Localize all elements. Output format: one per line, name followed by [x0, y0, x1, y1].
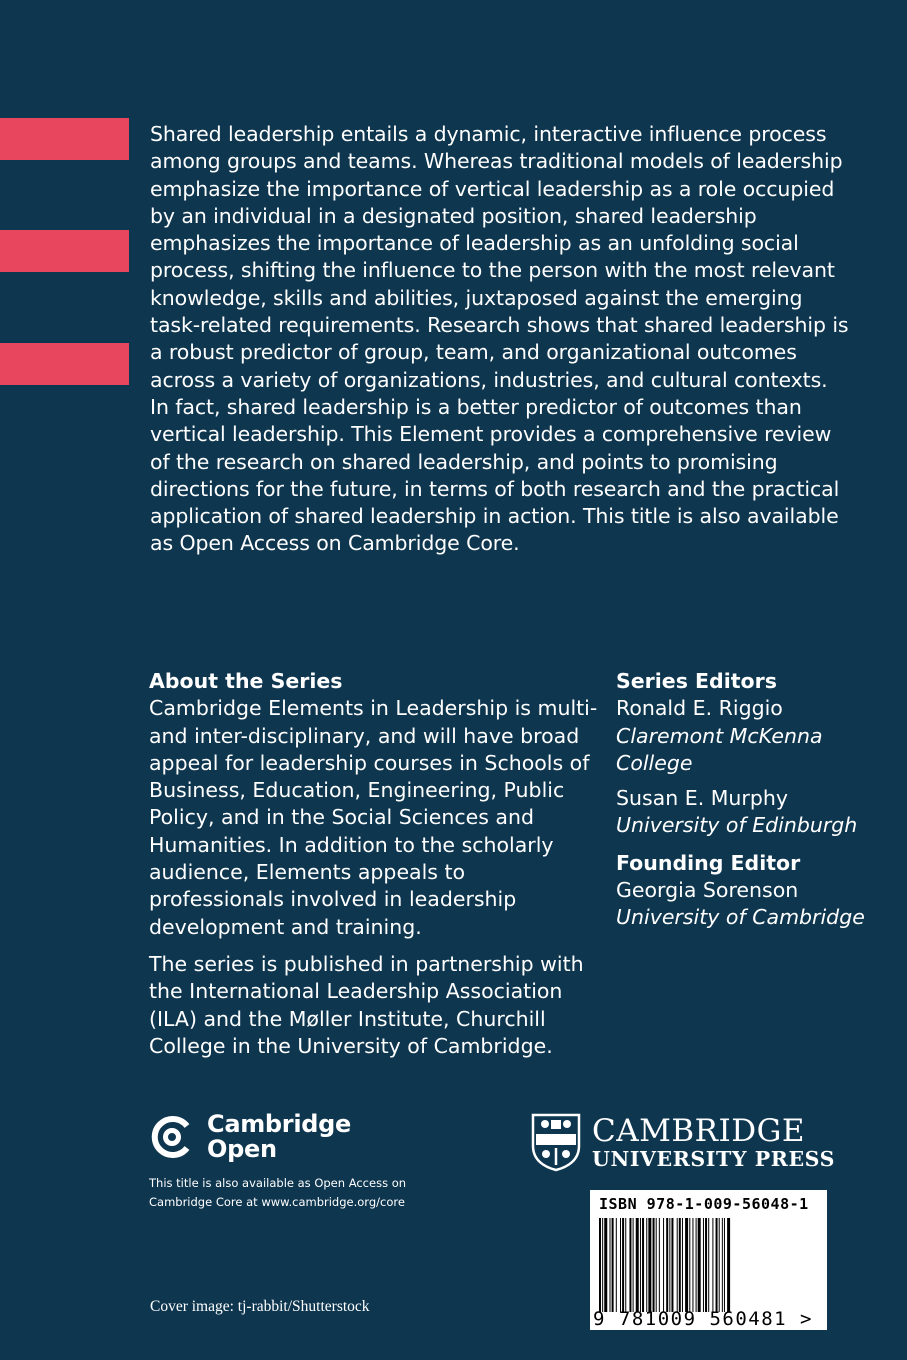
editors-section [616, 668, 896, 942]
cambridge-open-icon [149, 1114, 195, 1160]
series-editors-group [616, 668, 896, 840]
editor-entry [616, 785, 896, 840]
about-series-paragraph-1: Cambridge Elements in Leadership is multi- and inter-disciplinary, and will have broad appeal for leadership courses in Schools of Business, Education, Engineering, Public Policy, and in the Social Sciences and Humanities. In addition to the scholarly audience, Elements appeals to professionals involved in leadership development and training. [149, 696, 598, 939]
cambridge-university-press-logo [530, 1112, 835, 1172]
press-line2: UNIVERSITY PRESS [592, 1146, 836, 1171]
editor-entry [616, 695, 896, 777]
book-blurb: Shared leadership entails a dynamic, interactive influence process among groups and teams. Whereas traditional models of leadership emphasize the importance of vertical leadership as a role occupied by an individual in a designated position, shared leadership emphasizes the importance of leadership as an unfolding social process, shifting the influence to the person with the most relevant knowledge, skills and abilities, juxtaposed against the emerging task-related requirements. Research shows that shared leadership is a robust predictor of group, team, and organizational outcomes across a variety of organizations, industries, and cultural contexts. In fact, shared leadership is a better predictor of outcomes than vertical leadership. This Element provides a comprehensive review of the research on shared leadership, and points to promising directions for the future, in terms of both research and the practical application of shared leadership in action. This title is also available as Open Access on Cambridge Core. [150, 122, 849, 556]
editor-affiliation: Claremont McKenna College [616, 723, 823, 775]
founding-editor-name: Georgia Sorenson [616, 878, 799, 903]
about-series-heading: About the Series [149, 669, 343, 693]
accent-bar-bottom [0, 343, 129, 385]
founding-editor-affiliation: University of Cambridge [616, 905, 865, 930]
accent-bar-middle [0, 230, 129, 272]
cambridge-open-logo [149, 1112, 351, 1162]
series-editors-heading: Series Editors [616, 669, 777, 693]
editor-affiliation: University of Edinburgh [616, 813, 858, 838]
cambridge-press-wordmark [592, 1112, 836, 1171]
cambridge-crest-icon [530, 1112, 582, 1172]
editor-name: Ronald E. Riggio [616, 696, 783, 721]
isbn-label: ISBN 978-1-009-56048-1 [599, 1195, 809, 1213]
isbn-barcode [590, 1190, 827, 1330]
press-line1: CAMBRIDGE [592, 1112, 805, 1149]
cambridge-open-line2: Open [207, 1135, 277, 1163]
barcode-digits: 9 781009 560481 > [593, 1308, 813, 1330]
about-series-paragraph-2: The series is published in partnership with the International Leadership Association (ILA) and the Møller Institute, Churchill College in the University of Cambridge. [149, 951, 584, 1058]
accent-bar-top [0, 118, 129, 160]
about-series-section [149, 668, 604, 1060]
founding-editor-group [616, 850, 896, 932]
editor-name: Susan E. Murphy [616, 786, 788, 811]
cambridge-open-line1: Cambridge [207, 1110, 351, 1138]
open-access-note: This title is also available as Open Access on Cambridge Core at www.cambridge.org/core [149, 1176, 407, 1209]
cambridge-open-wordmark [207, 1112, 351, 1162]
cover-image-credit: Cover image: tj-rabbit/Shutterstock [150, 1298, 370, 1315]
founding-editor-heading: Founding Editor [616, 850, 801, 875]
barcode-bars [598, 1218, 819, 1312]
